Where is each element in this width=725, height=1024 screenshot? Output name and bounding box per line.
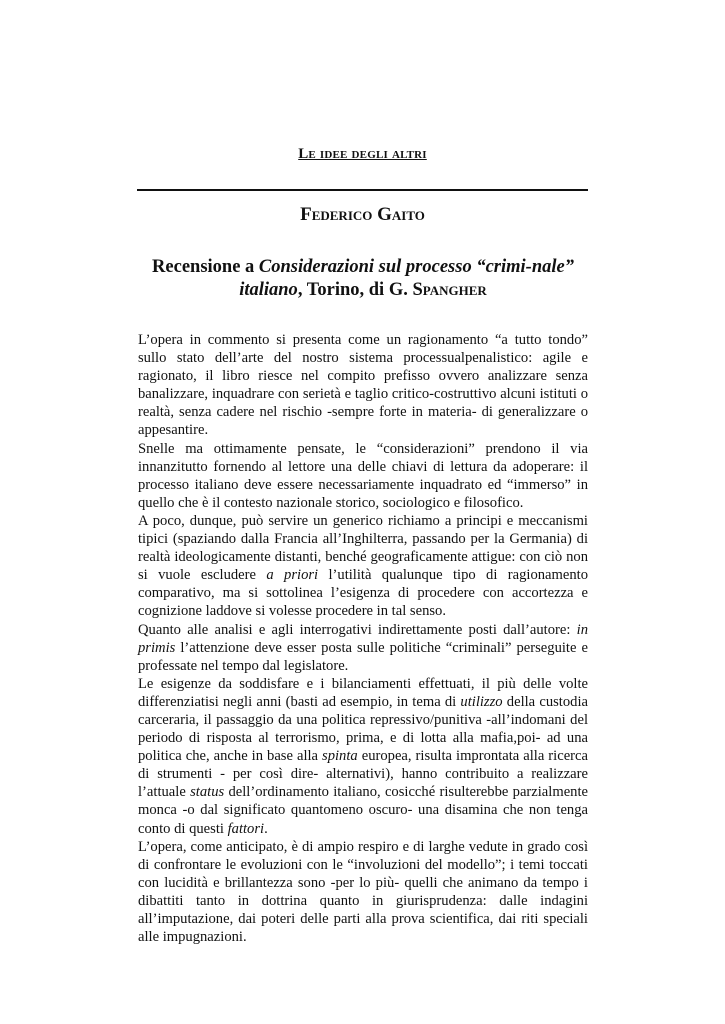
- text-run: Quanto alle analisi e agli interrogativi indirettamente posti dall’autore:: [138, 621, 577, 638]
- review-title-surname: Spangher: [412, 280, 487, 300]
- paragraph-5: [138, 675, 588, 838]
- text-run: Le esigenze da soddisfare e i bilanciamenti effettuati, il più delle volte differenziatisi negli anni (basti ad esempio, in tema di: [138, 675, 588, 710]
- text-run: Snelle ma ottimamente pensate, le “considerazioni” prendono il via innanzitutto fornendo al lettore una delle chiavi di lettura da adoperare: il processo italiano deve essere necessariamente inquadrato ed “immerso” in quello che è il contesto nazionale storico, sociologico e filosofico.: [138, 440, 588, 511]
- paragraph-4: [138, 621, 588, 675]
- paragraph-6: [138, 838, 588, 947]
- title-divider: [137, 189, 588, 191]
- text-run: l’utilità qualunque tipo di ragionamento comparativo, ma si sottolinea l’esigenza di procedere con accortezza e cognizione laddove si volesse procedere in tal senso.: [138, 567, 588, 620]
- paragraph-1: [138, 331, 588, 440]
- text-run: .: [264, 820, 268, 837]
- italic-run: status: [190, 784, 225, 801]
- review-title-middle: , Torino, di G.: [297, 280, 413, 300]
- text-run: L’opera in commento si presenta come un ragionamento “a tutto tondo” sullo stato dell’arte del nostro sistema processualpenalistico: agile e ragionato, il libro riesce nel compito prefisso ovvero analizzare senza banalizzare, inquadrare con serietà e taglio critico-costruttivo alcuni istituti o realtà, senza cadere nel rischio -sempre forte in materia- di generalizzare o appesantire.: [138, 332, 588, 439]
- review-title: [138, 256, 588, 302]
- review-title-prefix: Recensione a: [152, 257, 259, 277]
- text-run: della custodia carceraria, il passaggio da una politica repressivo/punitiva -all’indomani del periodo di risposta al terrorismo, prima, e di lotta alla mafia,poi- ad una politica che, anche in base alla: [138, 693, 588, 765]
- paragraph-2: [138, 440, 588, 512]
- italic-run: a priori: [266, 567, 319, 584]
- text-run: L’opera, come anticipato, è di ampio respiro e di larghe vedute in grado così di confrontare le evoluzioni con le “involuzioni del modello”; i temi toccati con lucidità e brillantezza sono -per lo più- quelli che animano da tempo i dibattiti tanto in dottrina quanto in giurisprudenza: dalle indagini all’imputazione, dai poteri delle parti alla prova scientifica, dai riti speciali alle impugnazioni.: [138, 838, 588, 946]
- italic-run: spinta: [322, 748, 358, 765]
- italic-run: in primis: [138, 621, 588, 656]
- text-run: dell’ordinamento italiano, cosicché risulterebbe parzialmente monca -o dal significato quantomeno oscuro- una disamina che non tenga conto di questi: [138, 784, 589, 837]
- review-title-book: Considerazioni sul processo “crimi-nale” italiano: [239, 257, 574, 300]
- text-run: A poco, dunque, può servire un generico richiamo a principi e meccanismi tipici (spaziando dalla Francia all’Inghilterra, passando per la Germania) di realtà ideologicamente distanti, benché geograficamente attigue: con ciò non si vuole escludere: [138, 512, 588, 584]
- text-run: l’attenzione deve esser posta sulle politiche “criminali” perseguite e professate nel tempo dal legislatore.: [138, 639, 588, 674]
- paragraph-3: [138, 512, 588, 621]
- author-name: Federico Gaito: [300, 204, 425, 225]
- italic-run: fattori: [227, 820, 265, 837]
- article-body: [138, 331, 588, 946]
- italic-run: utilizzo: [460, 693, 503, 710]
- section-title: Le idee degli altri: [298, 146, 427, 162]
- text-run: europea, risulta improntata alla ricerca di strumenti - per così dire- alternativi), hanno contribuito a realizzare l’attuale: [138, 748, 588, 801]
